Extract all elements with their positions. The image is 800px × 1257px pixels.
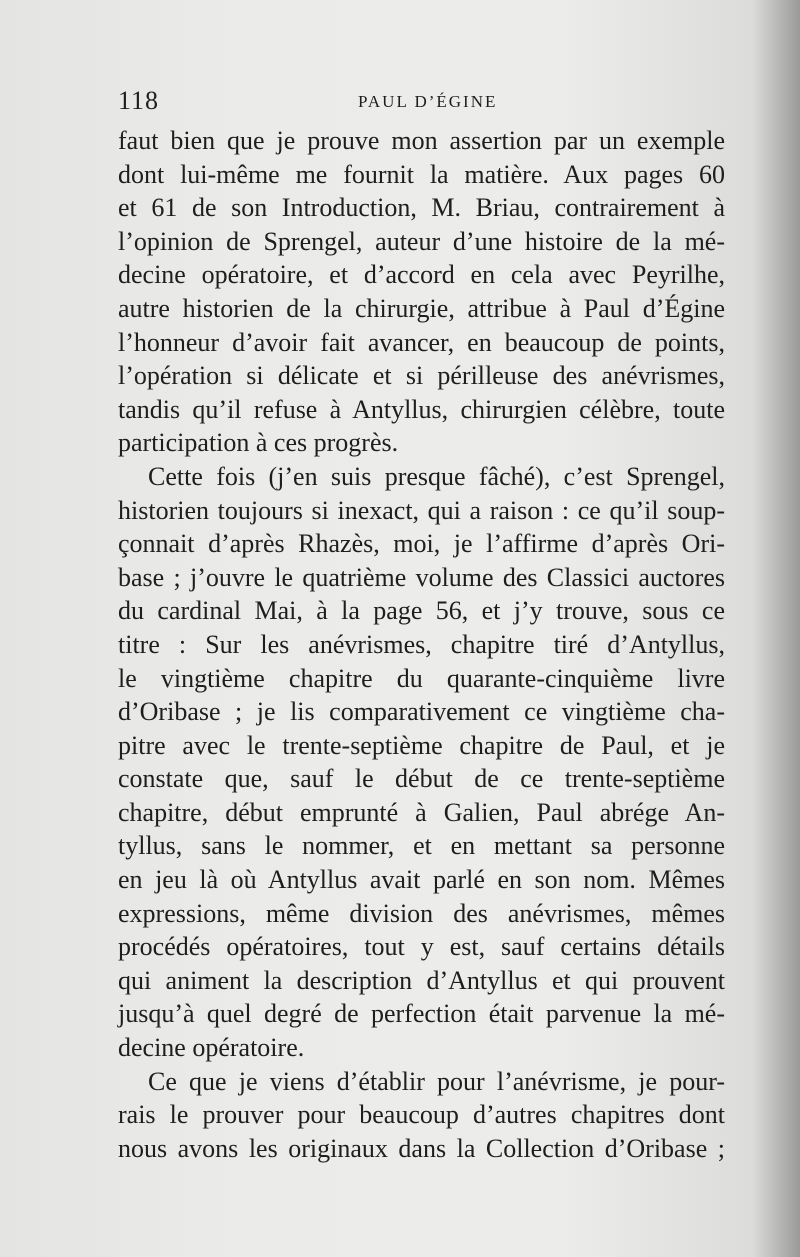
text-line: du cardinal Mai, à la page 56, et j’y trouve, sous ce (118, 596, 725, 626)
text-line: autre historien de la chirurgie, attribue à Paul d’Égine (118, 293, 725, 323)
paragraph-1 (118, 124, 725, 460)
text-line: çonnait d’après Rhazès, moi, je l’affirme d’après Ori- (118, 529, 725, 559)
text-line: l’opération si délicate et si périlleuse des anévrismes, (118, 361, 725, 391)
text-line: et 61 de son Introduction, M. Briau, contrairement à (118, 193, 725, 223)
text-line: jusqu’à quel degré de perfection était parvenue la mé- (118, 999, 725, 1029)
text-line: pitre avec le trente-septième chapitre de Paul, et je (118, 730, 725, 760)
text-line: le vingtième chapitre du quarante-cinquième livre (118, 663, 725, 693)
text-line: constate que, sauf le début de ce trente-septième (118, 764, 725, 794)
text-line: l’opinion de Sprengel, auteur d’une histoire de la mé- (118, 226, 725, 256)
text-line: tandis qu’il refuse à Antyllus, chirurgien célèbre, toute (118, 394, 725, 424)
text-line: titre : Sur les anévrismes, chapitre tiré d’Antyllus, (118, 629, 725, 659)
text-line: faut bien que je prouve mon assertion par un exemple (118, 126, 725, 155)
text-line: en jeu là où Antyllus avait parlé en son nom. Mêmes (118, 865, 725, 895)
text-line: tyllus, sans le nommer, et en mettant sa personne (118, 831, 725, 861)
page-header (118, 86, 723, 120)
text-line: dont lui-même me fournit la matière. Aux pages 60 (118, 159, 725, 189)
running-title: PAUL D’ÉGINE (358, 92, 498, 111)
text-line: procédés opératoires, tout y est, sauf certains détails (118, 932, 725, 962)
paragraph-3 (118, 1065, 725, 1166)
text-line: decine opératoire, et d’accord en cela avec Peyrilhe, (118, 260, 725, 290)
text-line: expressions, même division des anévrismes, mêmes (118, 898, 725, 928)
text-line: Cette fois (j’en suis presque fâché), c’est Sprengel, (148, 461, 725, 491)
text-line: Ce que je viens d’établir pour l’anévrisme, je pour- (148, 1066, 725, 1096)
body-text (118, 124, 725, 1165)
text-line: base ; j’ouvre le quatrième volume des Classici auctores (118, 562, 725, 592)
text-line: nous avons les originaux dans la Collection d’Oribase ; (118, 1133, 725, 1163)
text-line: qui animent la description d’Antyllus et qui prouvent (118, 965, 725, 995)
text-line: d’Oribase ; je lis comparativement ce vingtième cha- (118, 697, 725, 727)
text-line: decine opératoire. (118, 1033, 305, 1063)
page-number: 118 (118, 86, 160, 115)
text-line: rais le prouver pour beaucoup d’autres chapitres dont (118, 1100, 725, 1130)
text-line: historien toujours si inexact, qui a raison : ce qu’il soup- (118, 495, 725, 525)
paragraph-2 (118, 460, 725, 1065)
text-line: participation à ces progrès. (118, 428, 399, 458)
text-line: chapitre, début emprunté à Galien, Paul abrége An- (118, 797, 725, 827)
text-line: l’honneur d’avoir fait avancer, en beaucoup de points, (118, 327, 725, 357)
